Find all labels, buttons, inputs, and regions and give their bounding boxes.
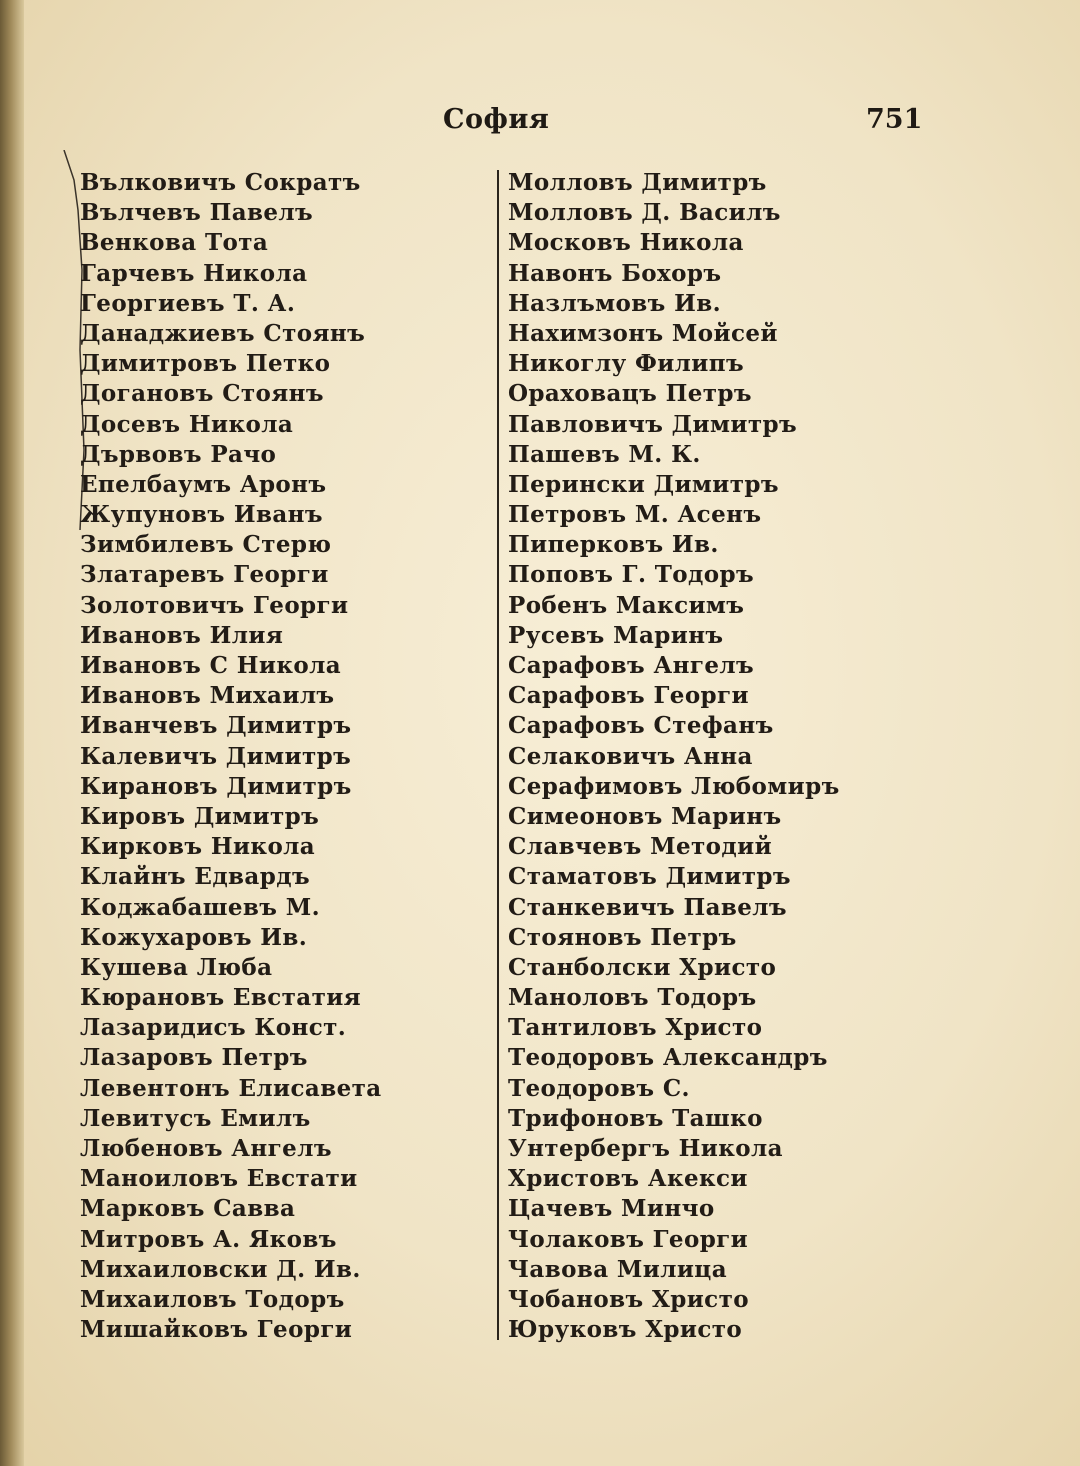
name-entry: Пиперковъ Ив. [508, 531, 719, 559]
name-entry: Лазаридисъ Конст. [80, 1014, 347, 1042]
name-entry: Димитровъ Петко [80, 350, 331, 378]
name-entry: Петровъ М. Асенъ [508, 501, 762, 529]
name-entry: Левентонъ Елисавета [80, 1074, 382, 1102]
page-title: София [443, 104, 550, 135]
name-entry: Жупуновъ Иванъ [80, 501, 323, 529]
name-entry: Коджабашевъ М. [80, 893, 321, 921]
name-entry: Чавова Милица [508, 1255, 728, 1283]
name-entry: Симеоновъ Маринъ [508, 802, 782, 830]
name-entry: Теодоровъ Александръ [508, 1044, 828, 1072]
name-entry: Чобановъ Христо [508, 1285, 749, 1313]
name-entry: Кирановъ Димитръ [80, 772, 352, 800]
name-entry: Стаматовъ Димитръ [508, 863, 791, 891]
name-entry: Ивановъ С Никола [80, 652, 341, 679]
name-entry: Досевъ Никола [80, 410, 294, 438]
name-entry: Клайнъ Едвардъ [80, 863, 310, 891]
name-entry: Гарчевъ Никола [80, 259, 308, 287]
name-entry: Трифоновъ Ташко [508, 1104, 763, 1132]
name-entry: Русевъ Маринъ [508, 621, 724, 649]
name-entry: Кушева Люба [80, 953, 273, 981]
name-entry: Чолаковъ Георги [508, 1225, 749, 1253]
name-entry: Любеновъ Ангелъ [80, 1135, 332, 1162]
name-entry: Теодоровъ С. [508, 1074, 690, 1102]
name-entry: Лазаровъ Петръ [80, 1044, 308, 1072]
name-entry: Станболски Христо [508, 953, 777, 981]
name-entry: Ивановъ Михаилъ [80, 682, 335, 710]
name-entry: Михаиловъ Тодоръ [80, 1285, 345, 1313]
name-entry: Иванчевъ Димитръ [80, 712, 352, 740]
name-entry: Московъ Никола [508, 229, 744, 257]
name-entry: Назлъмовъ Ив. [508, 289, 722, 317]
left-name-column [80, 168, 382, 1345]
name-entry: Навонъ Бохоръ [508, 259, 722, 287]
name-entry: Молловъ Д. Василъ [508, 199, 781, 227]
book-spine-shadow [0, 0, 24, 1466]
name-entry: Никоглу Филипъ [508, 350, 745, 378]
name-entry: Павловичъ Димитръ [508, 410, 798, 438]
page-number: 751 [866, 104, 923, 135]
name-entry: Ораховацъ Петръ [508, 380, 752, 408]
name-entry: Догановъ Стоянъ [80, 380, 324, 408]
name-entry: Пашевъ М. К. [508, 440, 701, 468]
name-entry: Данаджиевъ Стоянъ [80, 319, 366, 347]
name-entry: Златаревъ Георги [80, 561, 329, 589]
column-divider [497, 170, 499, 1340]
name-entry: Маноловъ Тодоръ [508, 984, 757, 1012]
name-entry: Кожухаровъ Ив. [80, 923, 308, 951]
name-entry: Маноиловъ Евстати [80, 1165, 358, 1193]
name-entry: Тантиловъ Христо [508, 1014, 763, 1042]
name-entry: Молловъ Димитръ [508, 169, 767, 196]
name-entry: Перински Димитръ [508, 470, 779, 498]
name-entry: Левитусъ Емилъ [80, 1104, 311, 1132]
name-entry: Цачевъ Минчо [508, 1195, 715, 1223]
name-entry: Дървовъ Рачо [80, 440, 277, 468]
name-entry: Мишайковъ Георги [80, 1316, 353, 1344]
name-entry: Епелбаумъ Аронъ [80, 470, 327, 498]
name-entry: Стояновъ Петръ [508, 923, 737, 951]
name-entry: Венкова Тота [80, 229, 269, 257]
name-entry: Христовъ Акекси [508, 1165, 748, 1193]
name-entry: Кюрановъ Евстатия [80, 984, 362, 1012]
name-entry: Сарафовъ Георги [508, 682, 749, 710]
name-entry: Юруковъ Христо [508, 1316, 743, 1344]
name-entry: Славчевъ Методий [508, 833, 773, 861]
name-entry: Митровъ А. Яковъ [80, 1225, 337, 1253]
name-entry: Поповъ Г. Тодоръ [508, 561, 755, 589]
name-entry: Нахимзонъ Мойсей [508, 319, 778, 347]
name-entry: Селаковичъ Анна [508, 742, 753, 770]
name-entry: Зимбилевъ Стерю [80, 531, 332, 559]
right-name-column [508, 168, 840, 1345]
name-entry: Вълковичъ Сократъ [80, 169, 361, 196]
name-entry: Вълчевъ Павелъ [80, 199, 314, 227]
name-entry: Серафимовъ Любомиръ [508, 772, 840, 800]
name-entry: Робенъ Максимъ [508, 591, 745, 619]
name-entry: Кирковъ Никола [80, 833, 316, 861]
name-entry: Золотовичъ Георги [80, 591, 349, 619]
name-entry: Кировъ Димитръ [80, 802, 320, 830]
name-entry: Сарафовъ Стефанъ [508, 712, 774, 740]
name-entry: Станкевичъ Павелъ [508, 893, 787, 921]
name-entry: Георгиевъ Т. А. [80, 289, 296, 317]
name-entry: Калевичъ Димитръ [80, 742, 352, 770]
name-entry: Сарафовъ Ангелъ [508, 652, 755, 679]
name-entry: Марковъ Савва [80, 1195, 296, 1223]
name-entry: Унтербергъ Никола [508, 1135, 783, 1162]
name-entry: Михаиловски Д. Ив. [80, 1255, 361, 1283]
name-entry: Ивановъ Илия [80, 621, 284, 649]
